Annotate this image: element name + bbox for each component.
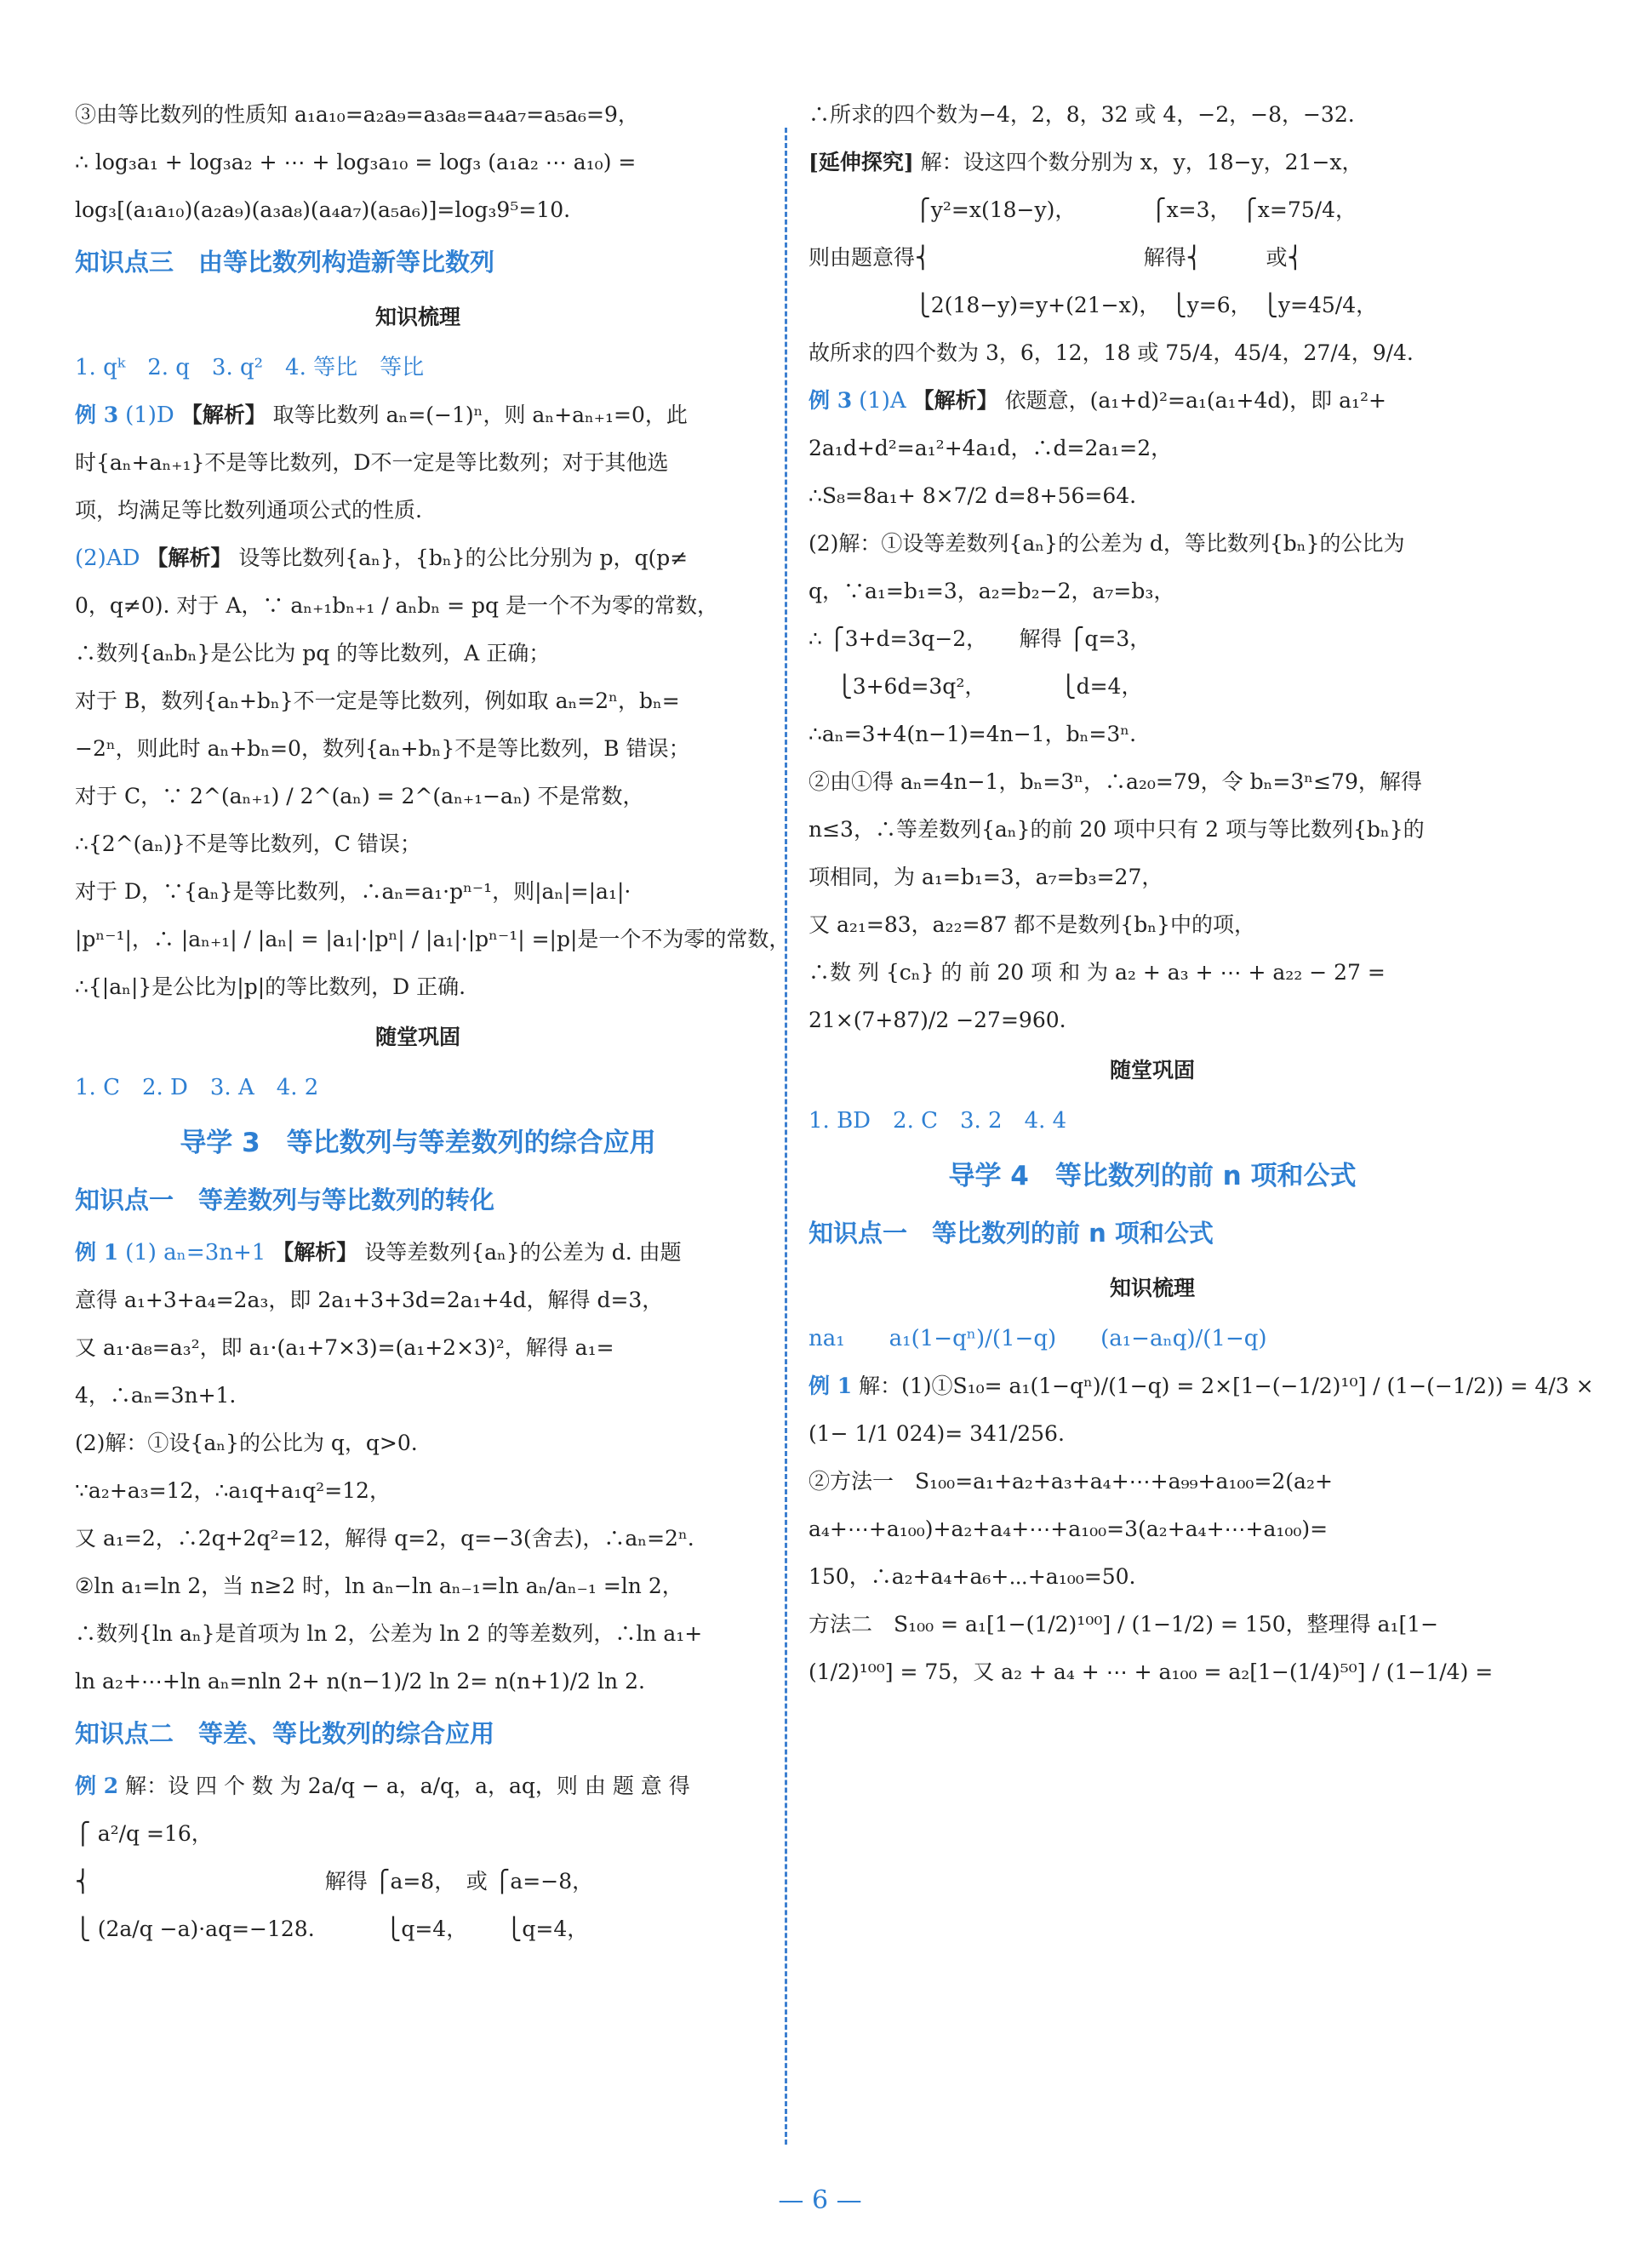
analysis-tag: 【解析】	[146, 546, 232, 570]
text-line: (2)解：①设{aₙ}的公比为 q，q>0.	[75, 1431, 418, 1455]
text-line: ∴所求的四个数为−4，2，8，32 或 4，−2，−8，−32.	[809, 102, 1355, 127]
text-line: |pⁿ⁻¹|，∴ |aₙ₊₁| / |aₙ| = |a₁|·|pⁿ| / |a₁|·|pⁿ⁻¹| =|p|是一个不为零的常数，	[75, 927, 791, 951]
right-column	[809, 100, 1594, 1705]
text: 依题意，(a₁+d)²=a₁(a₁+4d)，即 a₁²+	[1004, 388, 1387, 413]
text-line: log₃[(a₁a₁₀)(a₂a₉)(a₃a₈)(a₄a₇)(a₅a₆)]=log₃9⁵=10.	[75, 197, 571, 222]
text-line: 又 a₁·a₈=a₃²，即 a₁·(a₁+7×3)=(a₁+2×3)²，解得 a₁=	[75, 1335, 614, 1360]
example-label: 例 1	[809, 1374, 853, 1398]
text: 解：设 四 个 数 为 2a/q − a，a/q，a，aq，则 由 题 意 得	[125, 1774, 690, 1798]
text-line: ∴数列{ln aₙ}是首项为 ln 2，公差为 ln 2 的等差数列，∴ln a₁+	[75, 1621, 703, 1646]
text-line: (1− 1/1 024)= 341/256.	[809, 1421, 1065, 1446]
text-line: 对于 B，数列{aₙ+bₙ}不一定是等比数列，例如取 aₙ=2ⁿ，bₙ=	[75, 688, 680, 713]
text-line: ⎩ (2a/q −a)·aq=−128. ⎩q=4， ⎩q=4，	[75, 1917, 589, 1941]
answer: (2)AD	[75, 546, 140, 571]
answer-line: na₁ a₁(1−qⁿ)/(1−q) (a₁−aₙq)/(1−q)	[809, 1326, 1267, 1351]
analysis-tag: 【解析】	[912, 388, 998, 413]
text-line: ∴{|aₙ|}是公比为|p|的等比数列，D 正确.	[75, 974, 466, 999]
text-line: ∴{2^(aₙ)}不是等比数列，C 错误；	[75, 831, 421, 856]
text-line: (1/2)¹⁰⁰] = 75，又 a₂ + a₄ + ⋯ + a₁₀₀ = a₂[1−(1/4)⁵⁰] / (1−1/4) =	[809, 1660, 1494, 1684]
page-number: — 6 —	[778, 2185, 862, 2215]
lesson-title: 导学 4 等比数列的前 n 项和公式	[948, 1161, 1357, 1191]
answer-line: 1. qᵏ 2. q 3. q² 4. 等比 等比	[75, 355, 425, 380]
section-heading: 知识点一 等差数列与等比数列的转化	[75, 1185, 495, 1214]
text-line: ⎧y²=x(18−y)， ⎧x=3， ⎧x=75/4，	[809, 197, 1357, 222]
text-line: ∴ log₃a₁ + log₃a₂ + ⋯ + log₃a₁₀ = log₃ (a₁a₂ ⋯ a₁₀) =	[75, 150, 637, 174]
answer-line: 1. BD 2. C 3. 2 4. 4	[809, 1108, 1067, 1134]
text-line: 又 a₁=2，∴2q+2q²=12，解得 q=2，q=−3(舍去)，∴aₙ=2ⁿ.	[75, 1526, 694, 1551]
text-line: 故所求的四个数为 3，6，12，18 或 75/4，45/4，27/4，9/4.	[809, 340, 1414, 365]
text-line: ⎩2(18−y)=y+(21−x)， ⎩y=6， ⎩y=45/4，	[809, 293, 1378, 317]
example-label: 例 3	[809, 388, 853, 413]
example-label: 例 2	[75, 1774, 119, 1798]
answer-line: 1. C 2. D 3. A 4. 2	[75, 1075, 319, 1100]
left-column	[75, 100, 791, 1962]
text-line: ⎩3+6d=3q²， ⎩d=4，	[809, 674, 1143, 699]
text-line: 21×(7+87)/2 −27=960.	[809, 1008, 1066, 1032]
text-line: ⎨ 解得 ⎧a=8， 或 ⎧a=−8，	[75, 1869, 594, 1894]
text-line: 时{aₙ+aₙ₊₁}不是等比数列，D不一定是等比数列；对于其他选	[75, 450, 669, 475]
analysis-tag: 【解析】	[272, 1240, 358, 1265]
text-line: ∴ ⎧3+d=3q−2， 解得 ⎧q=3，	[809, 626, 1151, 651]
text: 解：设这四个数分别为 x，y，18−y，21−x，	[920, 150, 1363, 174]
example-line	[75, 1772, 761, 1801]
text-line: 则由题意得⎨ 解得⎨ 或⎨	[809, 245, 1304, 270]
section-heading: 知识点三 由等比数列构造新等比数列	[75, 248, 495, 277]
text: 取等比数列 aₙ=(−1)ⁿ，则 aₙ+aₙ₊₁=0，此	[272, 403, 688, 427]
extension-tag: [延伸探究]	[809, 150, 914, 174]
answer: (1)A	[859, 388, 906, 414]
text-line: 项相同，为 a₁=b₁=3，a₇=b₃=27，	[809, 865, 1163, 889]
analysis-tag: 【解析】	[180, 403, 266, 427]
text-line: (2)解：①设等差数列{aₙ}的公差为 d，等比数列{bₙ}的公比为	[809, 531, 1405, 556]
text-line: ln a₂+⋯+ln aₙ=nln 2+ n(n−1)/2 ln 2= n(n+1)/2 ln 2.	[75, 1669, 645, 1694]
text-line: 2a₁d+d²=a₁²+4a₁d，∴d=2a₁=2，	[809, 436, 1173, 460]
text-line: −2ⁿ，则此时 aₙ+bₙ=0，数列{aₙ+bₙ}不是等比数列，B 错误；	[75, 736, 690, 761]
text-line: ∴S₈=8a₁+ 8×7/2 d=8+56=64.	[809, 483, 1137, 508]
example-line	[809, 386, 1496, 415]
text-line: n≤3，∴等差数列{aₙ}的前 20 项中只有 2 项与等比数列{bₙ}的	[809, 817, 1425, 842]
subheading: 知识梳理	[374, 305, 460, 329]
text-line: 方法二 S₁₀₀ = a₁[1−(1/2)¹⁰⁰] / (1−1/2) = 150，整理得 a₁[1−	[809, 1612, 1439, 1637]
example-line	[75, 1238, 761, 1267]
example-label: 例 1	[75, 1240, 119, 1265]
column-divider	[785, 128, 787, 2145]
example-line	[809, 1372, 1594, 1401]
example-label: 例 3	[75, 403, 119, 427]
text-line: a₄+⋯+a₁₀₀)+a₂+a₄+⋯+a₁₀₀=3(a₂+a₄+⋯+a₁₀₀)=	[809, 1517, 1329, 1541]
text-line: 4，∴aₙ=3n+1.	[75, 1383, 237, 1408]
example-line	[75, 544, 761, 573]
text-line: 对于 D，∵{aₙ}是等比数列，∴aₙ=a₁·pⁿ⁻¹，则|aₙ|=|a₁|·	[75, 879, 631, 904]
section-heading: 知识点一 等比数列的前 n 项和公式	[809, 1219, 1214, 1248]
text-line: 150，∴a₂+a₄+a₆+⋯+a₁₀₀=50.	[809, 1564, 1136, 1589]
text-line: 对于 C，∵ 2^(aₙ₊₁) / 2^(aₙ) = 2^(aₙ₊₁−aₙ) 不是常数，	[75, 784, 644, 808]
text-line: ②ln a₁=ln 2，当 n≥2 时，ln aₙ−ln aₙ₋₁=ln aₙ/aₙ₋₁ =ln 2，	[75, 1574, 683, 1598]
answer: (1) aₙ=3n+1	[125, 1240, 266, 1265]
text-line: 项，均满足等比数列通项公式的性质.	[75, 498, 422, 523]
section-heading: 知识点二 等差、等比数列的综合应用	[75, 1719, 495, 1748]
text-line: ②由①得 aₙ=4n−1，bₙ=3ⁿ，∴a₂₀=79，令 bₙ=3ⁿ≤79，解得	[809, 769, 1422, 794]
text-line: ⎧ a²/q =16，	[75, 1821, 213, 1846]
text-line: ∴数 列 {cₙ} 的 前 20 项 和 为 a₂ + a₃ + ⋯ + a₂₂ − 27 =	[809, 960, 1386, 985]
text-line: 0，q≠0). 对于 A，∵ aₙ₊₁bₙ₊₁ / aₙbₙ = pq 是一个不为零的常数，	[75, 593, 718, 618]
text-line: 意得 a₁+3+a₄=2a₃，即 2a₁+3+3d=2a₁+4d，解得 d=3，	[75, 1288, 664, 1312]
text-line: ③由等比数列的性质知 a₁a₁₀=a₂a₉=a₃a₈=a₄a₇=a₅a₆=9，	[75, 102, 639, 127]
subheading: 随堂巩固	[374, 1025, 460, 1049]
text-line: 又 a₂₁=83，a₂₂=87 都不是数列{bₙ}中的项，	[809, 912, 1255, 937]
text: 设等差数列{aₙ}的公差为 d. 由题	[364, 1240, 682, 1265]
text-line: ∴aₙ=3+4(n−1)=4n−1，bₙ=3ⁿ.	[809, 722, 1137, 746]
example-line	[75, 401, 761, 430]
subheading: 知识梳理	[1109, 1276, 1195, 1300]
text: 解：(1)①S₁₀= a₁(1−qⁿ)/(1−q) = 2×[1−(−1/2)¹⁰] / (1−(−1/2)) = 4/3 ×	[859, 1374, 1594, 1398]
answer: (1)D	[125, 403, 174, 428]
text-line: ∴数列{aₙbₙ}是公比为 pq 的等比数列，A 正确；	[75, 641, 551, 666]
subheading: 随堂巩固	[1109, 1058, 1195, 1083]
text-line: ②方法一 S₁₀₀=a₁+a₂+a₃+a₄+⋯+a₉₉+a₁₀₀=2(a₂+	[809, 1469, 1333, 1494]
lesson-title: 导学 3 等比数列与等差数列的综合应用	[180, 1128, 656, 1158]
text-line: ∵a₂+a₃=12，∴a₁q+a₁q²=12，	[75, 1478, 391, 1503]
text: 设等比数列{aₙ}，{bₙ}的公比分别为 p，q(p≠	[238, 546, 689, 570]
example-line	[809, 148, 1496, 177]
text-line: q，∵a₁=b₁=3，a₂=b₂−2，a₇=b₃，	[809, 579, 1175, 603]
